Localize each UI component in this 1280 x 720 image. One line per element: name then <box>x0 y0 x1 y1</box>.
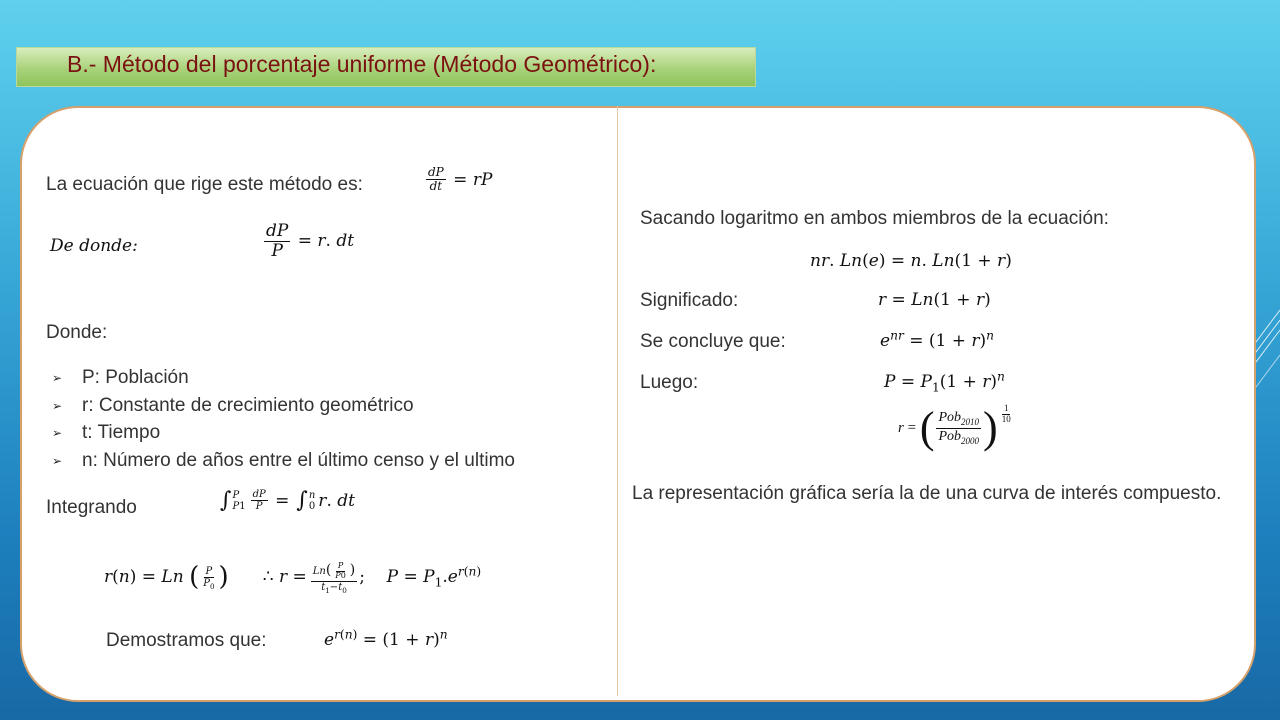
concluye-label: Se concluye que: <box>640 331 786 352</box>
integral-equation: ∫ P P1 $\frac{dP}{P}$ = ∫ n 0 r. dt <box>220 488 355 513</box>
luego-equation: $P = P_1(1 + r)^n$ <box>884 369 1005 395</box>
log-equation: nr. Ln(e) = n. Ln(1 + r) <box>810 251 1012 271</box>
arrow-bullet-icon: ➢ <box>52 398 63 413</box>
list-item: ➢ n: Número de años entre el último censo y el ultimo <box>52 449 515 471</box>
title-bar <box>16 47 756 87</box>
sacando-label: Sacando logaritmo en ambos miembros de la ecuación: <box>640 208 1109 229</box>
equation-dp-dt: $\frac{dP}{dt}$ = rP <box>428 165 493 194</box>
ecuacion-label: La ecuación que rige este método es: <box>46 174 363 195</box>
definitions-list <box>52 364 515 475</box>
integrando-label: Integrando <box>46 497 137 518</box>
donde-label: Donde: <box>46 322 108 343</box>
list-item: ➢ t: Tiempo <box>52 422 161 444</box>
column-divider <box>617 106 618 696</box>
list-item: ➢ r: Constante de crecimiento geométrico <box>52 394 414 416</box>
arrow-bullet-icon: ➢ <box>52 453 63 468</box>
demonstrated-equation: $e^{r(n)} = (1 + r)^n$ <box>324 627 448 650</box>
arrow-bullet-icon: ➢ <box>52 426 63 441</box>
solution-equation: r ( n ) = Ln ( $\frac{P}{P_0}$ ) ∴ r = Ln( $\frac{P}{P0}$ ) $t_1-t_0$ ; $P = P_1.e^{r(n)}$ <box>104 561 482 595</box>
significado-equation: r = Ln(1 + r) <box>878 290 991 310</box>
slide-title: B.- Método del porcentaje uniforme (Método Geométrico): <box>67 51 657 77</box>
concluye-equation: $e^{nr} = (1 + r)^n$ <box>880 328 995 351</box>
de-donde-label: De donde: <box>50 236 138 256</box>
arrow-bullet-icon: ➢ <box>52 370 63 385</box>
equation-dp-p: $\frac{dP}{P}$ = r. dt <box>266 221 355 261</box>
significado-label: Significado: <box>640 290 739 311</box>
conclusion-paragraph: La representación gráfica sería la de una curva de interés compuesto. <box>632 483 1222 504</box>
growth-rate-formula: r = ( $\frac{Pob_{2010}}{Pob_{2000}}$ ) $\frac{1}{10}$ <box>898 403 1011 452</box>
demostramos-label: Demostramos que: <box>106 630 267 651</box>
list-item: ➢ P: Población <box>52 366 189 388</box>
luego-label: Luego: <box>640 372 699 393</box>
